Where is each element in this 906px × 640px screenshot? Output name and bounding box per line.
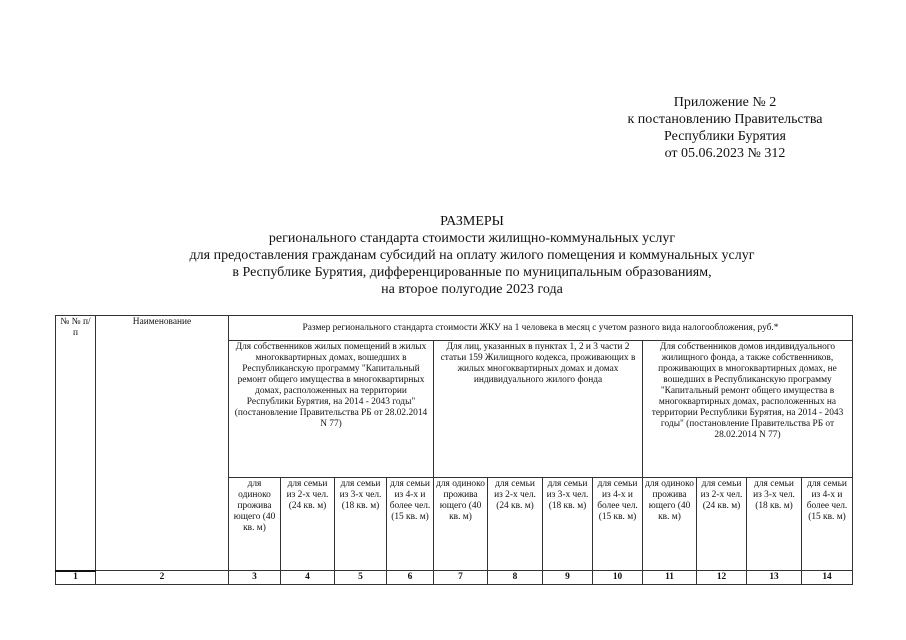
col-number-header: № № п/п [56,316,96,571]
subcolumn-header: для одиноко прожива ющего (40 кв. м) [229,478,281,571]
column-number-row [56,571,853,585]
title-line: для предоставления гражданам субсидий на оплату жилого помещения и коммунальных услуг [189,248,755,263]
category-header: Для лиц, указанных в пунктах 1, 2 и 3 части 2 статьи 159 Жилищного кодекса, проживающих в жилых многоквартирных домах и домах индивидуального жилого фонда [434,341,643,478]
appendix-block [600,94,850,162]
category-header: Для собственников жилых помещений в жилых многоквартирных домах, вошедших в Республиканскую программу "Капитальный ремонт общего имущества в многоквартирных домах, расположенных на территории Республики Бурятия, на 2014 - 2043 годы" (постановление Правительства РБ от 28.02.2014 N 77) [229,341,434,478]
appendix-line: Приложение № 2 [673,95,777,110]
subcolumn-header: для одиноко прожива ющего (40 кв. м) [434,478,488,571]
column-number: 14 [802,571,853,585]
subcolumn-header: для семьи из 3-х чел. (18 кв. м) [335,478,387,571]
col-name-header: Наименование [96,316,229,571]
subcolumn-header: для семьи из 4-х и более чел. (15 кв. м) [802,478,853,571]
standards-table [55,315,853,585]
column-number: 12 [697,571,747,585]
appendix-line: от 05.06.2023 № 312 [664,146,786,161]
column-number: 3 [229,571,281,585]
subcolumn-header: для семьи из 3-х чел. (18 кв. м) [747,478,802,571]
title-line: на второе полугодие 2023 года [381,282,563,297]
title-line: в Республике Бурятия, дифференцированные по муниципальным образованиям, [232,265,712,280]
column-number: 9 [543,571,593,585]
header-row-main [56,316,853,341]
column-number: 10 [593,571,643,585]
subcolumn-header: для семьи из 4-х и более чел. (15 кв. м) [387,478,434,571]
column-number: 8 [488,571,543,585]
title-line: РАЗМЕРЫ [440,214,504,229]
column-number: 1 [56,571,96,585]
appendix-line: к постановлению Правительства [627,112,823,127]
column-number: 7 [434,571,488,585]
column-number: 4 [281,571,335,585]
subcolumn-header: для семьи из 2-х чел. (24 кв. м) [488,478,543,571]
subcolumn-header: для семьи из 2-х чел. (24 кв. м) [281,478,335,571]
title-line: регионального стандарта стоимости жилищно-коммунальных услуг [268,231,676,246]
column-number: 2 [96,571,229,585]
subcolumn-header: для одиноко прожива ющего (40 кв. м) [643,478,697,571]
column-number: 11 [643,571,697,585]
main-header: Размер регионального стандарта стоимости ЖКУ на 1 человека в месяц с учетом разного вида налогообложения, руб.* [229,316,853,341]
appendix-line: Республики Бурятия [664,129,786,144]
subcolumn-header: для семьи из 4-х и более чел. (15 кв. м) [593,478,643,571]
column-number: 13 [747,571,802,585]
column-number: 5 [335,571,387,585]
subcolumn-header: для семьи из 2-х чел. (24 кв. м) [697,478,747,571]
column-number: 6 [387,571,434,585]
subcolumn-header: для семьи из 3-х чел. (18 кв. м) [543,478,593,571]
category-header: Для собственников домов индивидуального жилищного фонда, а также собственников, проживающих в многоквартирных домах, не вошедших в Республиканскую программу "Капитальный ремонт общего имущества в многоквартирных домах, расположенных на территории Республики Бурятия, на 2014 - 2043 годы" (постановление Правительства РБ от 28.02.2014 N 77) [643,341,853,478]
document-title [130,213,814,298]
